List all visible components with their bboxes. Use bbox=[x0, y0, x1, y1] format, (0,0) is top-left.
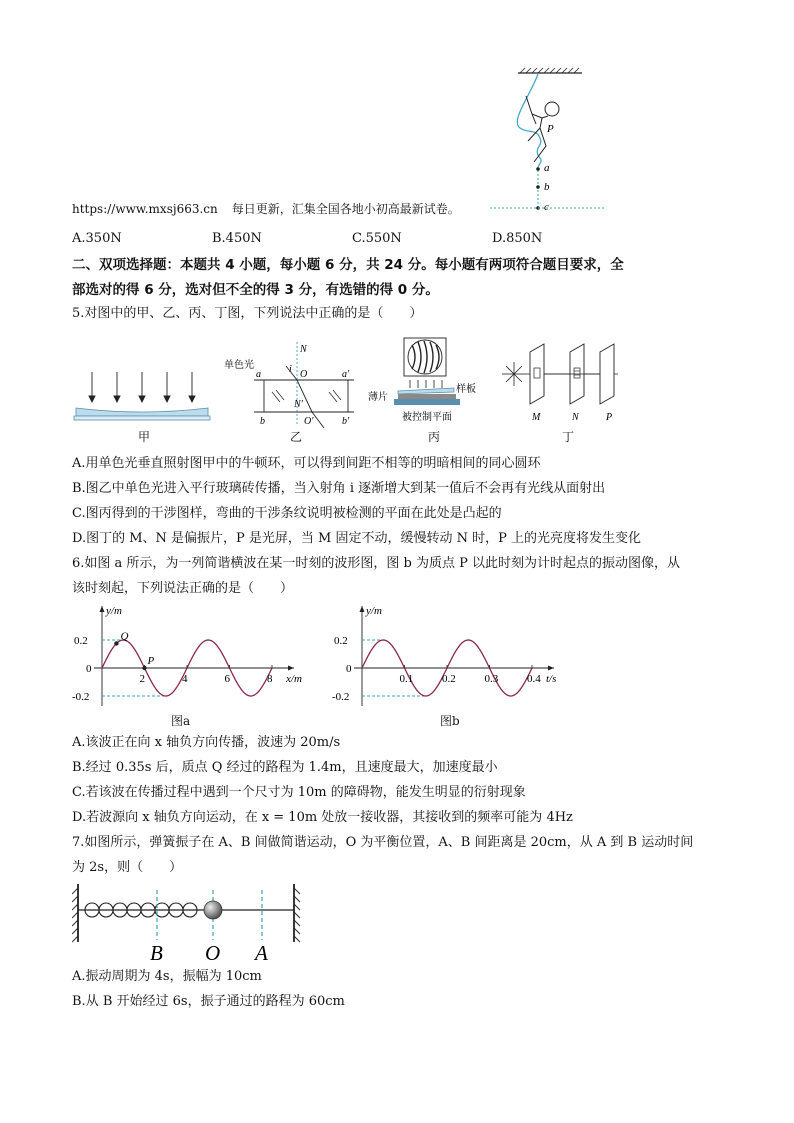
q5-option-a: A.用单色光垂直照射图甲中的牛顿环，可以得到间距不相等的明暗相间的同心圆环 bbox=[72, 456, 541, 471]
q7-option-b: B.从 B 开始经过 6s，振子通过的路程为 60cm bbox=[72, 994, 345, 1009]
q7-option-a: A.振动周期为 4s，振幅为 10cm bbox=[72, 969, 262, 984]
q7-stem-1: 7.如图所示，弹簧振子在 A、B 间做简谐运动，O 为平衡位置，A、B 间距离是 20cm，从 A 到 B 运动时间 bbox=[72, 835, 694, 850]
bing-thin: 薄片 bbox=[368, 392, 388, 403]
y-axis-arrow bbox=[360, 606, 365, 612]
chart-a-caption: 图a bbox=[171, 714, 191, 728]
bing-plane: 被控制平面 bbox=[402, 412, 452, 423]
yi-a-prime: a′ bbox=[342, 369, 350, 380]
x-tick-label: 6 bbox=[224, 673, 230, 685]
q6-option-c: C.若该波在传播过程中遇到一个尺寸为 10m 的障碍物，能发生明显的衍射现象 bbox=[72, 785, 526, 800]
q5-stem: 5.对图中的甲、乙、丙、丁图，下列说法中正确的是（ ） bbox=[72, 306, 423, 321]
y-tick-label: 0.2 bbox=[74, 635, 88, 647]
y-tick-label: 0.2 bbox=[334, 635, 348, 647]
x-axis-label: t/s bbox=[546, 673, 557, 685]
x-axis-arrow bbox=[288, 666, 294, 671]
yi-N: N bbox=[300, 344, 307, 355]
x-tick-label: 8 bbox=[267, 673, 273, 685]
ding-M: M bbox=[532, 412, 541, 423]
y-tick-label: -0.2 bbox=[332, 691, 350, 703]
ding-N: N bbox=[572, 412, 579, 423]
yi-b-prime: b′ bbox=[342, 416, 350, 427]
q5-option-c: C.图丙得到的干涉图样，弯曲的干涉条纹说明被检测的平面在此处是凸起的 bbox=[72, 506, 502, 521]
q7-stem-2: 为 2s，则（ ） bbox=[72, 860, 183, 875]
q5-fig-bing bbox=[368, 336, 484, 426]
q6-stem-1: 6.如图 a 所示，为一列简谐横波在某一时刻的波形图，图 b 为质点 P 以此时刻为计时起点的振动图像，从 bbox=[72, 556, 681, 571]
q6-stem-2: 该时刻起，下列说法正确的是（ ） bbox=[72, 581, 294, 596]
y-tick-label: 0 bbox=[86, 663, 92, 675]
x-tick-label: 0.3 bbox=[484, 673, 499, 685]
q4-label-p: P bbox=[547, 123, 554, 135]
y-axis-label: y/m bbox=[106, 605, 122, 617]
site-note: 每日更新，汇集全国各地小初高最新试卷。 bbox=[231, 202, 460, 216]
point-p-marker bbox=[142, 666, 146, 670]
yi-O: O bbox=[300, 369, 308, 380]
q5-fig-yi bbox=[224, 340, 364, 430]
point-q-label: Q bbox=[120, 630, 129, 643]
vibration-chart-b bbox=[332, 600, 582, 710]
y-axis-label: y/m bbox=[366, 605, 382, 617]
yi-light: 单色光 bbox=[224, 360, 254, 371]
q5-caption-bing: 丙 bbox=[428, 430, 441, 444]
q4-option-d: D.850N bbox=[492, 231, 543, 246]
bing-sample: 样板 bbox=[456, 384, 476, 395]
x-axis-arrow bbox=[548, 666, 554, 671]
q4-label-c: c bbox=[544, 201, 549, 213]
y-axis-arrow bbox=[100, 606, 105, 612]
spring-label-A: A bbox=[255, 941, 268, 964]
q4-label-b: b bbox=[544, 181, 550, 193]
x-tick-label: 0.1 bbox=[399, 673, 414, 685]
q4-option-a: A.350N bbox=[72, 231, 122, 246]
q5-caption-jia: 甲 bbox=[138, 430, 151, 444]
x-tick-label: 0.2 bbox=[442, 673, 456, 685]
yi-N-prime: N′ bbox=[294, 399, 303, 410]
q5-option-d: D.图丁的 M、N 是偏振片，P 是光屏，当 M 固定不动，缓慢转动 N 时，P 上的光亮度将发生变化 bbox=[72, 531, 642, 546]
q6-option-d: D.若波源向 x 轴负方向运动，在 x = 10m 处放一接收器，其接收到的频率可能为 4Hz bbox=[72, 810, 573, 825]
yi-a: a bbox=[256, 369, 261, 380]
q4-option-c: C.550N bbox=[352, 231, 402, 246]
spring-label-B: B bbox=[150, 941, 163, 964]
chart-b-caption: 图b bbox=[440, 714, 460, 728]
site-url[interactable]: https://www.mxsj663.cn bbox=[72, 202, 218, 216]
q7-spring-figure bbox=[72, 880, 312, 964]
wave-chart-a bbox=[72, 600, 322, 710]
x-tick-label: 4 bbox=[182, 673, 188, 685]
q5-caption-ding: 丁 bbox=[562, 430, 575, 444]
point-p-label: P bbox=[147, 655, 155, 667]
x-tick-label: 2 bbox=[139, 673, 145, 685]
q5-option-b: B.图乙中单色光进入平行玻璃砖传播，当入射角 i 逐渐增大到某一值后不会再有光线从面射出 bbox=[72, 481, 606, 496]
ding-P: P bbox=[606, 412, 613, 423]
yi-i: i bbox=[289, 364, 292, 375]
x-axis-label: x/m bbox=[286, 673, 302, 685]
q4-label-a: a bbox=[544, 162, 550, 174]
q6-option-a: A.该波正在向 x 轴负方向传播，波速为 20m/s bbox=[72, 735, 341, 750]
q5-fig-jia bbox=[72, 370, 212, 422]
section2-line1: 二、双项选择题：本题共 4 小题，每小题 6 分，共 24 分。每小题有两项符合题目要求，全 bbox=[72, 257, 624, 273]
yi-O-prime: O′ bbox=[304, 416, 314, 427]
y-tick-label: 0 bbox=[346, 663, 352, 675]
q4-option-b: B.450N bbox=[212, 231, 262, 246]
x-tick-label: 0.4 bbox=[527, 673, 541, 685]
q5-fig-ding bbox=[500, 340, 624, 426]
q5-caption-yi: 乙 bbox=[290, 430, 303, 444]
section2-line2: 部选对的得 6 分，选对但不全的得 3 分，有选错的得 0 分。 bbox=[72, 282, 439, 298]
q4-figure bbox=[470, 66, 620, 216]
yi-b: b bbox=[260, 416, 265, 427]
spring-label-O: O bbox=[205, 941, 221, 964]
q6-option-b: B.经过 0.35s 后，质点 Q 经过的路程为 1.4m，且速度最大，加速度最小 bbox=[72, 760, 498, 775]
header-line bbox=[72, 200, 460, 218]
point-q-marker bbox=[114, 641, 118, 645]
y-tick-label: -0.2 bbox=[72, 691, 90, 703]
